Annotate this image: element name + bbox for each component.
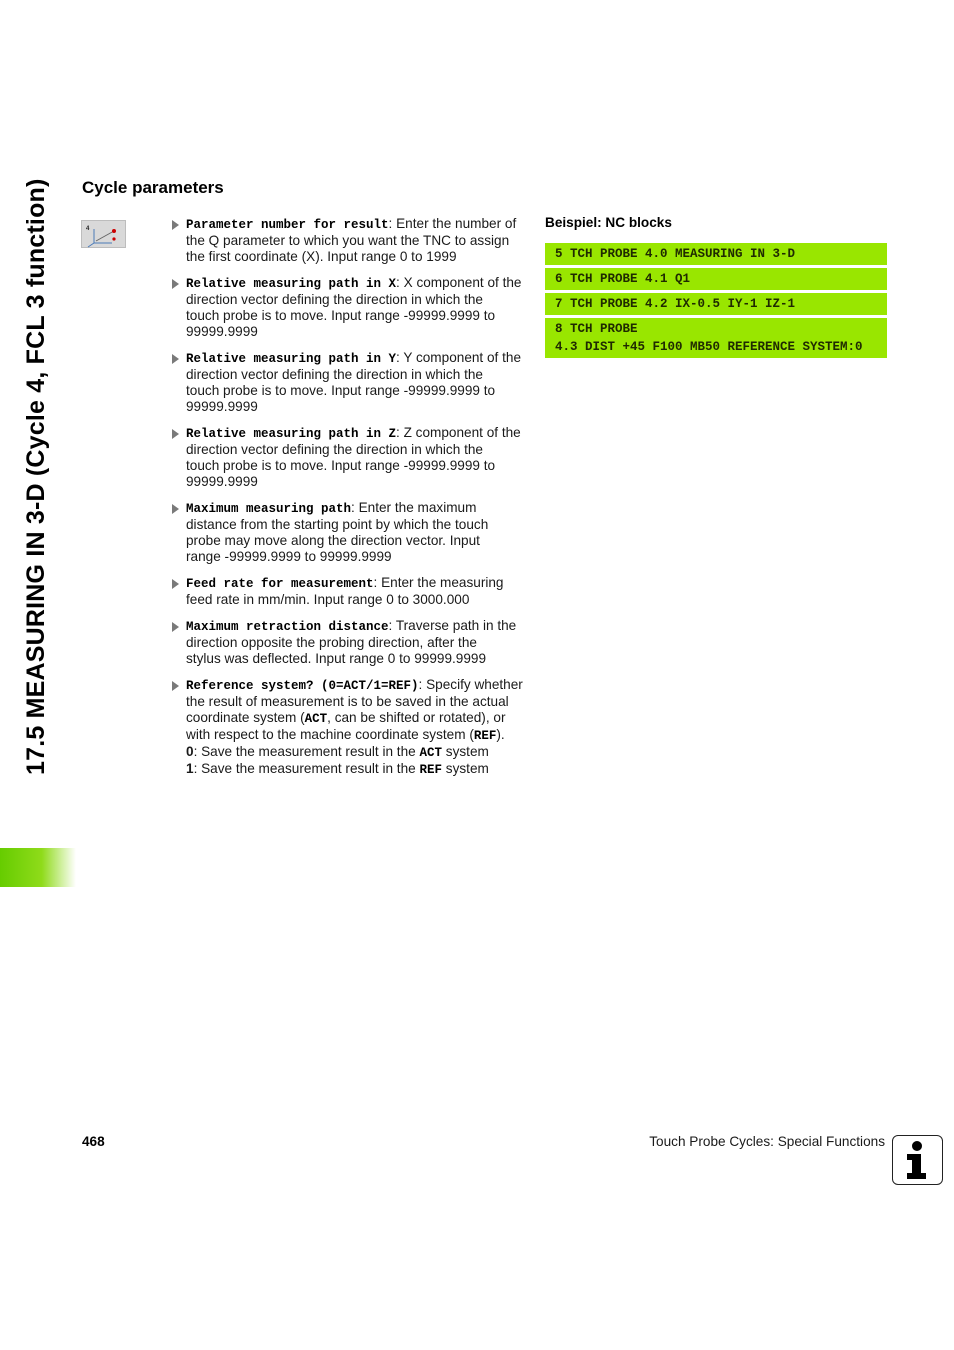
parameter-item [172, 425, 528, 490]
parameter-desc-line: stylus was deflected. Input range 0 to 99999.9999 [186, 651, 487, 666]
bullet-arrow-icon [172, 220, 179, 230]
nc-block-row: 6 TCH PROBE 4.1 Q1 [545, 268, 887, 290]
parameter-desc-line: 99999.9999 [186, 399, 258, 414]
nc-block-row: 7 TCH PROBE 4.2 IX-0.5 IY-1 IZ-1 [545, 293, 887, 315]
parameter-name: Maximum retraction distance [186, 620, 389, 634]
parameter-first-line: : Y component of the [396, 350, 521, 365]
nc-block-row: 5 TCH PROBE 4.0 MEASURING IN 3-D [545, 243, 887, 265]
parameter-desc-line: the Q parameter to which you want the TNC to assign [186, 233, 510, 248]
parameter-desc-line: touch probe is to move. Input range -99999.9999 to [186, 308, 496, 323]
nc-block-row: 8 TCH PROBE 4.3 DIST +45 F100 MB50 REFERENCE SYSTEM:0 [545, 318, 887, 358]
bullet-arrow-icon [172, 279, 179, 289]
parameter-name: Parameter number for result [186, 218, 389, 232]
option-0-text: : Save the measurement result in the [193, 744, 420, 759]
bullet-arrow-icon [172, 354, 179, 364]
bullet-arrow-icon [172, 579, 179, 589]
parameter-desc-line: with respect to the machine coordinate system ( [186, 727, 474, 742]
parameter-first-line: : Enter the measuring [373, 575, 504, 590]
option-1-code: REF [419, 763, 443, 777]
parameter-first-line: : Enter the number of [388, 216, 517, 231]
parameter-desc-line: distance from the starting point by which the touch [186, 517, 489, 532]
parameter-item-reference-system [172, 677, 528, 778]
parameter-desc-line: the result of measurement is to be saved in the actual [186, 694, 509, 709]
parameter-name: Maximum measuring path [186, 502, 352, 516]
bullet-arrow-icon [172, 681, 179, 691]
chapter-tab-marker [0, 848, 76, 887]
running-footer: Touch Probe Cycles: Special Functions [649, 1134, 885, 1149]
parameter-item [172, 618, 528, 667]
nc-block-list [545, 243, 887, 361]
section-heading: Cycle parameters [82, 178, 224, 197]
parameter-item [172, 350, 528, 415]
parameter-name: Reference system? (0=ACT/1=REF) [186, 679, 419, 693]
parameter-desc-line: the first coordinate (X). Input range 0 to 1999 [186, 249, 457, 264]
parameter-item [172, 500, 528, 565]
code-ref: REF [473, 729, 497, 743]
parameter-desc-line: ). [496, 727, 505, 742]
parameter-name: Feed rate for measurement [186, 577, 374, 591]
parameter-item [172, 216, 528, 265]
page-number: 468 [82, 1134, 105, 1149]
option-1-tail: system [442, 761, 489, 776]
option-1-key: 1 [186, 761, 194, 776]
parameter-first-line: : Enter the maximum [351, 500, 477, 515]
parameter-desc-line: 99999.9999 [186, 474, 258, 489]
probe-diagram-icon [82, 221, 127, 249]
parameter-desc-line: 99999.9999 [186, 324, 258, 339]
parameter-first-line: : X component of the [396, 275, 522, 290]
parameter-desc-line: touch probe is to move. Input range -99999.9999 to [186, 383, 496, 398]
option-0-tail: system [442, 744, 489, 759]
parameter-desc-line: range -99999.9999 to 99999.9999 [186, 549, 392, 564]
parameter-desc-line: direction vector defining the direction in which the [186, 367, 483, 382]
parameter-item [172, 575, 528, 608]
parameter-desc-line: feed rate in mm/min. Input range 0 to 3000.000 [186, 592, 470, 607]
option-0-key: 0 [186, 744, 194, 759]
bullet-arrow-icon [172, 622, 179, 632]
parameter-desc-line: , can be shifted or rotated), or [327, 710, 506, 725]
parameter-name: Relative measuring path in Z [186, 427, 397, 441]
cycle-parameter-list [172, 216, 528, 788]
parameter-item [172, 275, 528, 340]
cycle-4-icon [81, 220, 126, 248]
bullet-arrow-icon [172, 429, 179, 439]
parameter-desc-line: direction vector defining the direction in which the [186, 292, 483, 307]
option-1-text: : Save the measurement result in the [193, 761, 420, 776]
bullet-arrow-icon [172, 504, 179, 514]
parameter-desc-line: coordinate system ( [186, 710, 305, 725]
parameter-name: Relative measuring path in Y [186, 352, 397, 366]
parameter-desc-line: direction opposite the probing direction, after the [186, 635, 477, 650]
parameter-first-line: : Specify whether [418, 677, 523, 692]
option-0-code: ACT [419, 746, 443, 760]
code-act: ACT [304, 712, 328, 726]
parameter-desc-line: probe may move along the direction vector. Input [186, 533, 480, 548]
parameter-desc-line: touch probe is to move. Input range -99999.9999 to [186, 458, 496, 473]
parameter-first-line: : Z component of the [396, 425, 521, 440]
icon-label: 4 [86, 226, 90, 232]
info-icon [892, 1135, 943, 1185]
example-heading: Beispiel: NC blocks [545, 215, 672, 230]
parameter-desc-line: direction vector defining the direction in which the [186, 442, 483, 457]
chapter-side-title: 17.5 MEASURING IN 3-D (Cycle 4, FCL 3 function) [22, 178, 50, 775]
parameter-first-line: : Traverse path in the [388, 618, 517, 633]
parameter-name: Relative measuring path in X [186, 277, 397, 291]
